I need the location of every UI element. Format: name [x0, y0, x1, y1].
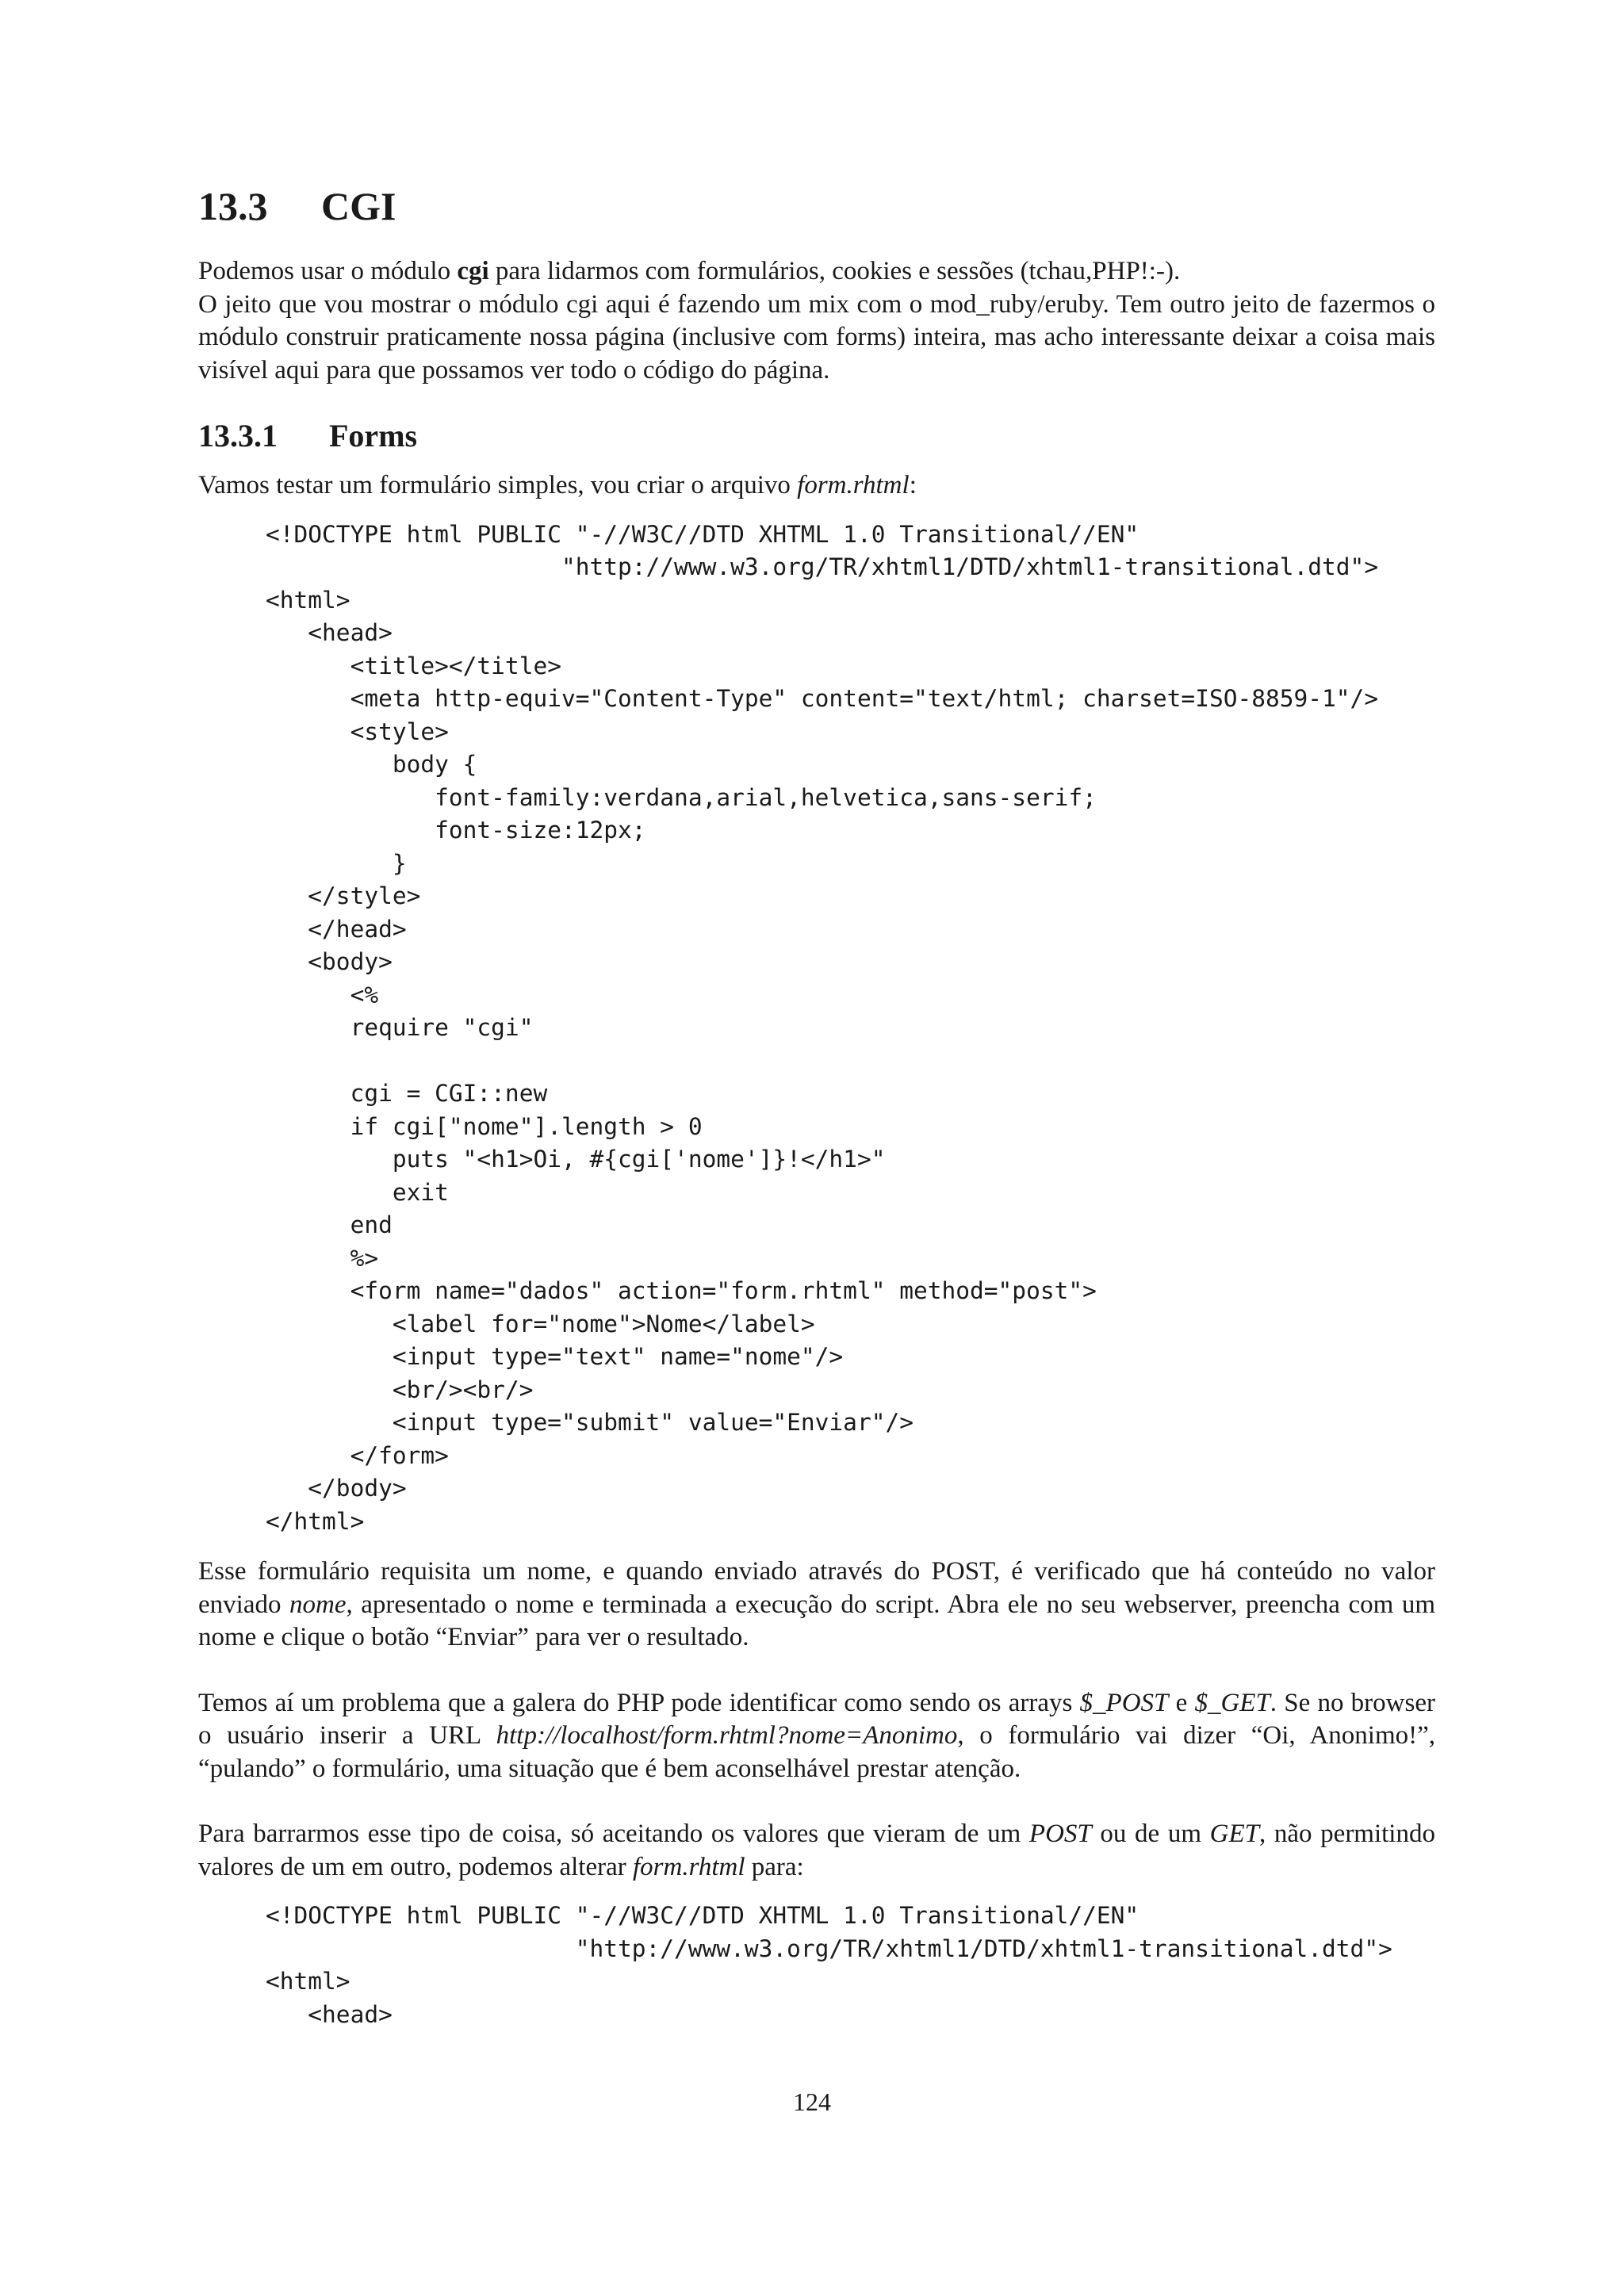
- module-name: cgi: [457, 257, 489, 285]
- code-listing-2: <!DOCTYPE html PUBLIC "-//W3C//DTD XHTML 1.0 Transitional//EN" "http://www.w3.org/TR/xhtml1/DTD/xhtml1-transitional.dtd"> <html> <head>: [266, 1902, 1392, 2028]
- file-name: form.rhtml: [633, 1852, 745, 1881]
- intro-paragraph-2: O jeito que vou mostrar o módulo cgi aqui é fazendo um mix com o mod_ruby/eruby. Tem outro jeito de fazermos o módulo construir praticamente nossa página (inclusive com forms) inteira, mas acho interessante deixar a coisa mais visível aqui para que possamos ver todo o código do página.: [198, 289, 1435, 385]
- subsection-number: 13.3.1: [198, 418, 278, 453]
- fix-text-2: ou de um: [1091, 1820, 1210, 1848]
- section-number: 13.3: [198, 184, 268, 228]
- field-name: nome: [289, 1590, 347, 1619]
- problem-text-3: . Se no browser o usuário inserir a URL: [198, 1688, 1435, 1750]
- get-method: GET: [1209, 1820, 1259, 1848]
- page-content: [198, 182, 1435, 2049]
- post-array: $_POST: [1079, 1688, 1169, 1717]
- code-listing-1: <!DOCTYPE html PUBLIC "-//W3C//DTD XHTML 1.0 Transitional//EN" "http://www.w3.org/TR/xhtml1/DTD/xhtml1-transitional.dtd"> <html> <head> <title></title> <meta http-equiv="Content-Type" content="text/html; charset=ISO-8859-1"/> <style> body { font-family:verdana,arial,helvetica,sans-serif; font-size:12px; } </style> </head> <body> <% require "cgi" cgi = CGI::new if cgi["nome"].length > 0 puts "<h1>Oi, #{cgi['nome']}!</h1>" exit end %> <form name="dados" action="form.rhtml" method="post"> <label for="nome">Nome</label> <input type="text" name="nome"/> <br/><br/> <input type="submit" value="Enviar"/> </form> </body> </html>: [266, 520, 1379, 1535]
- fix-text-3: , não permitindo valores de um em outro, podemos alterar: [198, 1820, 1435, 1881]
- problem-text-2: e: [1168, 1688, 1195, 1717]
- subsection-heading: [198, 417, 1435, 455]
- forms-intro-paragraph: [198, 469, 1435, 503]
- problem-text-4: , o formulário vai dizer “Oi, Anonimo!”, “pulando” o formulário, uma situação que é bem aconselhável prestar atenção.: [198, 1721, 1435, 1783]
- intro-text: Podemos usar o módulo: [198, 257, 458, 285]
- form-explanation-end: , apresentado o nome e terminada a execução do script. Abra ele no seu webserver, preencha com um nome e clique o botão “Enviar” para ver o resultado.: [198, 1590, 1435, 1651]
- form-explanation-paragraph: [198, 1556, 1435, 1655]
- fix-text-1: Para barrarmos esse tipo de coisa, só aceitando os valores que vieram de um: [198, 1820, 1029, 1848]
- intro-paragraph-1: [198, 255, 1435, 289]
- form-explanation-text: Esse formulário requisita um nome, e quando enviado através do POST, é verificado que há conteúdo no valor enviado: [198, 1557, 1435, 1619]
- file-name: form.rhtml: [797, 471, 910, 499]
- example-url: http://localhost/form.rhtml?nome=Anonimo: [496, 1721, 958, 1750]
- fix-paragraph: [198, 1818, 1435, 1884]
- problem-paragraph: [198, 1687, 1435, 1786]
- forms-intro-text: Vamos testar um formulário simples, vou criar o arquivo: [198, 471, 798, 499]
- post-method: POST: [1028, 1820, 1092, 1848]
- section-title: CGI: [321, 184, 396, 228]
- section-heading: [198, 182, 1435, 230]
- fix-text-4: para:: [745, 1852, 804, 1881]
- intro-text-end: para lidarmos com formulários, cookies e sessões (tchau,PHP!:-).: [488, 257, 1181, 285]
- forms-intro-end: :: [909, 471, 917, 499]
- subsection-title: Forms: [329, 418, 418, 453]
- problem-text-1: Temos aí um problema que a galera do PHP pode identificar como sendo os arrays: [198, 1688, 1080, 1717]
- page-number: 124: [793, 2087, 831, 2116]
- get-array: $_GET: [1194, 1688, 1270, 1717]
